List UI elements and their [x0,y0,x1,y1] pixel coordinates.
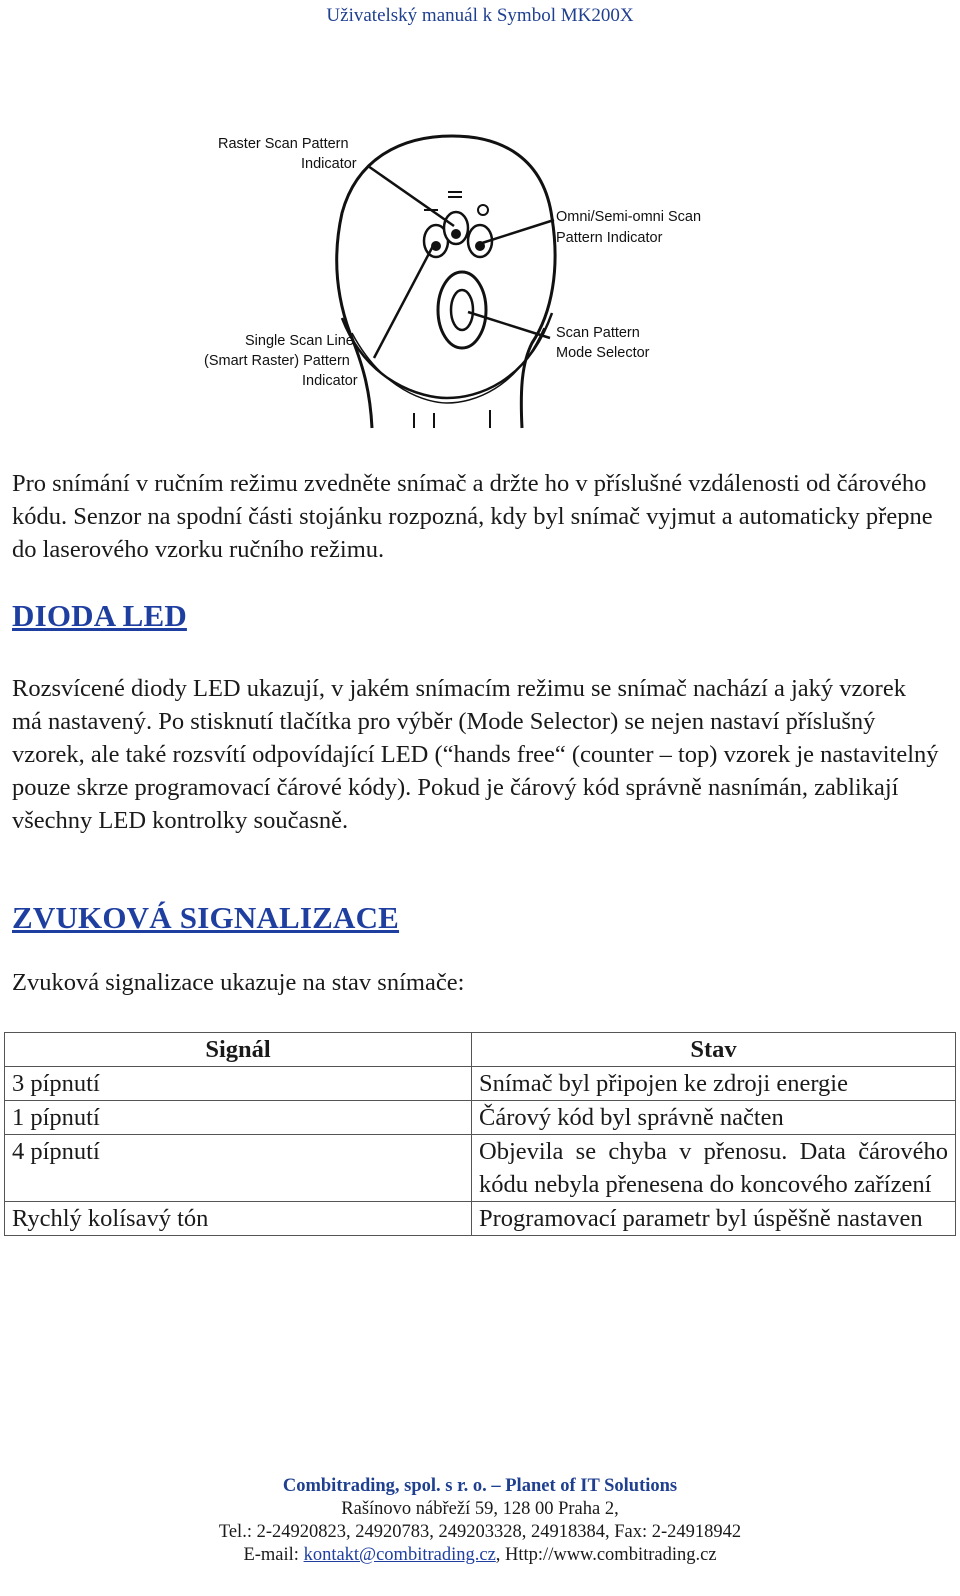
label-omni-line2: Pattern Indicator [556,230,663,246]
label-raster-line1: Raster Scan Pattern [218,136,349,152]
intro-paragraph: Pro snímání v ručním režimu zvedněte snímač a držte ho v příslušné vzdálenosti od čárového kódu. Senzor na spodní části stojánku rozpozná, kdy byl snímač vyjmut a automaticky přepne do laserového vzorku ručního režimu. [12,470,933,563]
table-row [5,1135,956,1202]
footer-phones: Tel.: 2-24920823, 24920783, 249203328, 24918384, Fax: 2-24918942 [218,1522,742,1542]
sound-section-heading: ZVUKOVÁ SIGNALIZACE [12,900,400,935]
led-center [444,212,468,244]
label-single-line2: (Smart Raster) Pattern [204,353,350,369]
footer-company: Combitrading, spol. s r. o. – Planet of IT Solutions [282,1476,678,1496]
page-header-title: Uživatelský manuál k Symbol MK200X [326,5,634,26]
table-cell-status: Programovací parametr byl úspěšně nastaven [472,1202,956,1236]
table-cell-signal: 1 pípnutí [5,1101,472,1135]
sound-section-intro: Zvuková signalizace ukazuje na stav snímače: [12,969,465,996]
omni-symbol [478,205,488,215]
leader-raster [368,166,454,226]
table-cell-signal: 4 pípnutí [5,1135,472,1202]
table-row [5,1067,956,1101]
table-header-signal: Signál [5,1033,472,1067]
footer-web: , Http://www.combitrading.cz [495,1545,717,1565]
label-single-line3: Indicator [302,373,358,389]
table-cell-status: Objevila se chyba v přenosu. Data čárového kódu nebyla přenesena do koncového zařízení [472,1135,956,1202]
footer-email-prefix: E-mail: [243,1545,304,1565]
table-row [5,1202,956,1236]
table-header-status: Stav [472,1033,956,1067]
footer-email-link[interactable]: kontakt@combitrading.cz [303,1545,496,1565]
mode-selector-inner [451,290,473,330]
table-row [5,1101,956,1135]
leader-single [374,244,434,358]
footer [0,1475,960,1567]
table-cell-signal: Rychlý kolísavý tón [5,1202,472,1236]
label-mode-line2: Mode Selector [556,345,650,361]
led-section-heading: DIODA LED [12,598,187,633]
signal-table [4,1032,956,1236]
table-cell-status: Snímač byl připojen ke zdroji energie [472,1067,956,1101]
label-omni-line1: Omni/Semi-omni Scan [556,209,702,225]
table-cell-signal: 3 pípnutí [5,1067,472,1101]
led-section-paragraph: Rozsvícené diody LED ukazují, v jakém snímacím režimu se snímač nachází a jaký vzorek má nastavený. Po stisknutí tlačítka pro výběr (Mode Selector) se nejen nastaví příslušný vzorek, ale také rozsvítí odpovídající LED (“hands free“ (counter – top) vzorek je nastavitelný pouze skrze programovací čárové kódy). Pokud je čárový kód správně nasnímán, zablikají všechny LED kontrolky současně. [12,675,939,834]
label-mode-line1: Scan Pattern [556,325,640,341]
leader-omni [482,220,554,243]
table-cell-status: Čárový kód byl správně načten [472,1101,956,1135]
scanner-diagram [192,128,752,438]
table-header-row [5,1033,956,1067]
label-single-line1: Single Scan Line [245,333,354,349]
footer-contact-line [0,1544,960,1567]
led-center-dot [451,229,461,239]
scanner-diagram-svg [192,128,752,438]
footer-address: Rašínovo nábřeží 59, 128 00 Praha 2, [341,1499,619,1519]
label-raster-line2: Indicator [301,156,357,172]
